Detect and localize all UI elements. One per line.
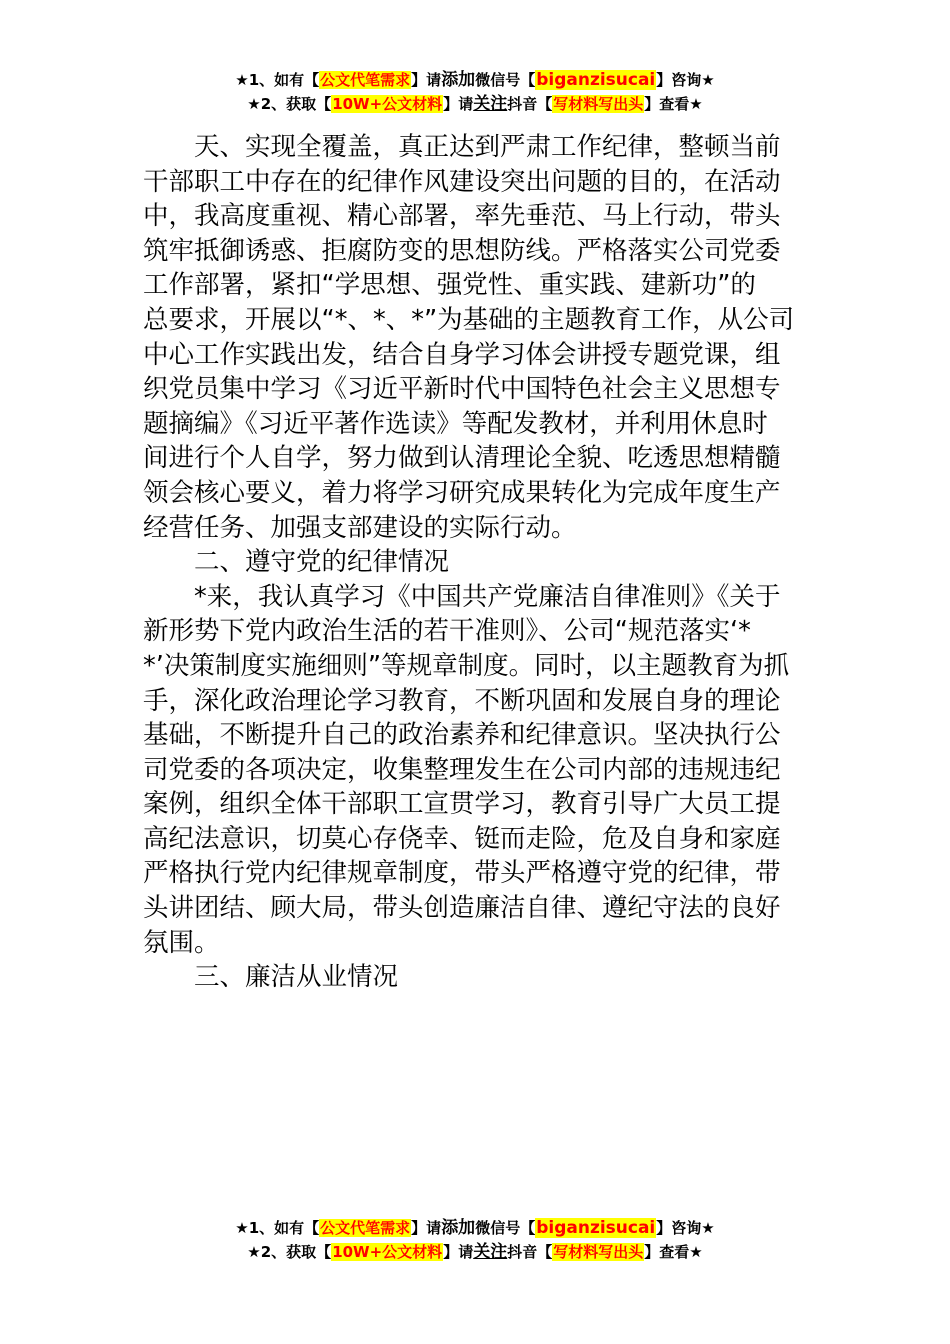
banner-douyin-id: 写材料写出头 — [553, 95, 644, 113]
paragraph-discipline — [143, 580, 808, 961]
banner-text: ★2、获取【 — [247, 95, 332, 113]
text-line: 题摘编》《习近平著作选读》等配发教材，并利用休息时 — [143, 408, 768, 439]
text-line: 织党员集中学习《习近平新时代中国特色社会主义思想专 — [143, 374, 781, 405]
text-line: 高纪法意识，切莫心存侥幸、铤而走险，危及自身和家庭 — [143, 823, 781, 854]
banner-highlight: 10W+公文材料 — [332, 1243, 443, 1261]
banner-text: 微信号【 — [475, 1219, 536, 1237]
text-line: 天、实现全覆盖，真正达到严肃工作纪律，整顿当前 — [194, 132, 781, 162]
text-line: 领会核心要义，着力将学习研究成果转化为完成年度生产 — [143, 477, 781, 508]
section-heading-discipline — [143, 545, 808, 580]
text-line: 筑牢抵御诱惑、拒腐防变的思想防线。严格落实公司党委 — [143, 235, 781, 266]
banner-text: 】咨询★ — [656, 1219, 715, 1237]
header-banner-line-1 — [0, 68, 950, 92]
banner-text: 】请 — [411, 71, 442, 89]
banner-text: 】查看★ — [644, 1243, 703, 1261]
section-heading: 三、廉洁从业情况 — [194, 962, 399, 993]
text-line: 基础，不断提升自己的政治素养和纪律意识。坚决执行公 — [143, 720, 781, 751]
text-line: 间进行个人自学，努力做到认清理论全貌、吃透思想精髓 — [143, 443, 781, 474]
banner-wechat-id: biganzisucai — [536, 1218, 656, 1238]
banner-emphasis: 关注 — [473, 1242, 508, 1262]
footer-banner-line-1 — [0, 1216, 950, 1240]
banner-text: 抖音【 — [507, 95, 553, 113]
header-banner-line-2 — [0, 92, 950, 116]
banner-text: 】咨询★ — [656, 71, 715, 89]
text-line: 经营任务、加强支部建设的实际行动。 — [143, 512, 577, 543]
banner-text: 】请 — [443, 1243, 474, 1261]
text-line: 干部职工中存在的纪律作风建设突出问题的目的，在活动 — [143, 166, 781, 197]
banner-text: 微信号【 — [475, 71, 536, 89]
banner-text: 】请 — [411, 1219, 442, 1237]
text-line: 中，我高度重视、精心部署，率先垂范、马上行动，带头 — [143, 201, 781, 232]
banner-emphasis: 关注 — [473, 94, 508, 114]
text-line: 新形势下党内政治生活的若干准则》、公司“规范落实‘* — [143, 616, 751, 647]
text-line: 中心工作实践出发，结合自身学习体会讲授专题党课，组 — [143, 339, 781, 370]
header-banner — [0, 68, 950, 116]
text-line: *来，我认真学习《中国共产党廉洁自律准则》《关于 — [194, 581, 781, 612]
document-body — [143, 130, 808, 995]
banner-emphasis: 添加 — [441, 1218, 476, 1238]
banner-douyin-id: 写材料写出头 — [553, 1243, 644, 1261]
banner-text: 】查看★ — [644, 95, 703, 113]
text-line: 案例，组织全体干部职工宣贯学习，教育引导广大员工提 — [143, 789, 781, 820]
section-heading: 二、遵守党的纪律情况 — [194, 547, 450, 578]
section-heading-integrity — [143, 960, 808, 995]
banner-highlight: 公文代笔需求 — [320, 1219, 411, 1237]
banner-emphasis: 添加 — [441, 70, 476, 90]
text-line: 工作部署，紧扣“学思想、强党性、重实践、建新功”的 — [143, 270, 756, 301]
paragraph-study — [143, 130, 808, 545]
banner-highlight: 10W+公文材料 — [332, 95, 443, 113]
banner-text: 】请 — [443, 95, 474, 113]
text-line: *’决策制度实施细则”等规章制度。同时，以主题教育为抓 — [143, 650, 790, 681]
banner-text: ★1、如有【 — [235, 71, 320, 89]
text-line: 氛围。 — [143, 927, 220, 958]
text-line: 总要求，开展以“*、*、*”为基础的主题教育工作，从公司 — [143, 304, 795, 335]
text-line: 头讲团结、顾大局，带头创造廉洁自律、遵纪守法的良好 — [143, 893, 781, 924]
banner-wechat-id: biganzisucai — [536, 70, 656, 90]
banner-text: ★1、如有【 — [235, 1219, 320, 1237]
footer-banner — [0, 1216, 950, 1264]
banner-text: 抖音【 — [507, 1243, 553, 1261]
banner-highlight: 公文代笔需求 — [320, 71, 411, 89]
banner-text: ★2、获取【 — [247, 1243, 332, 1261]
footer-banner-line-2 — [0, 1240, 950, 1264]
text-line: 手，深化政治理论学习教育，不断巩固和发展自身的理论 — [143, 685, 781, 716]
text-line: 严格执行党内纪律规章制度，带头严格遵守党的纪律，带 — [143, 858, 781, 889]
text-line: 司党委的各项决定，收集整理发生在公司内部的违规违纪 — [143, 754, 781, 785]
